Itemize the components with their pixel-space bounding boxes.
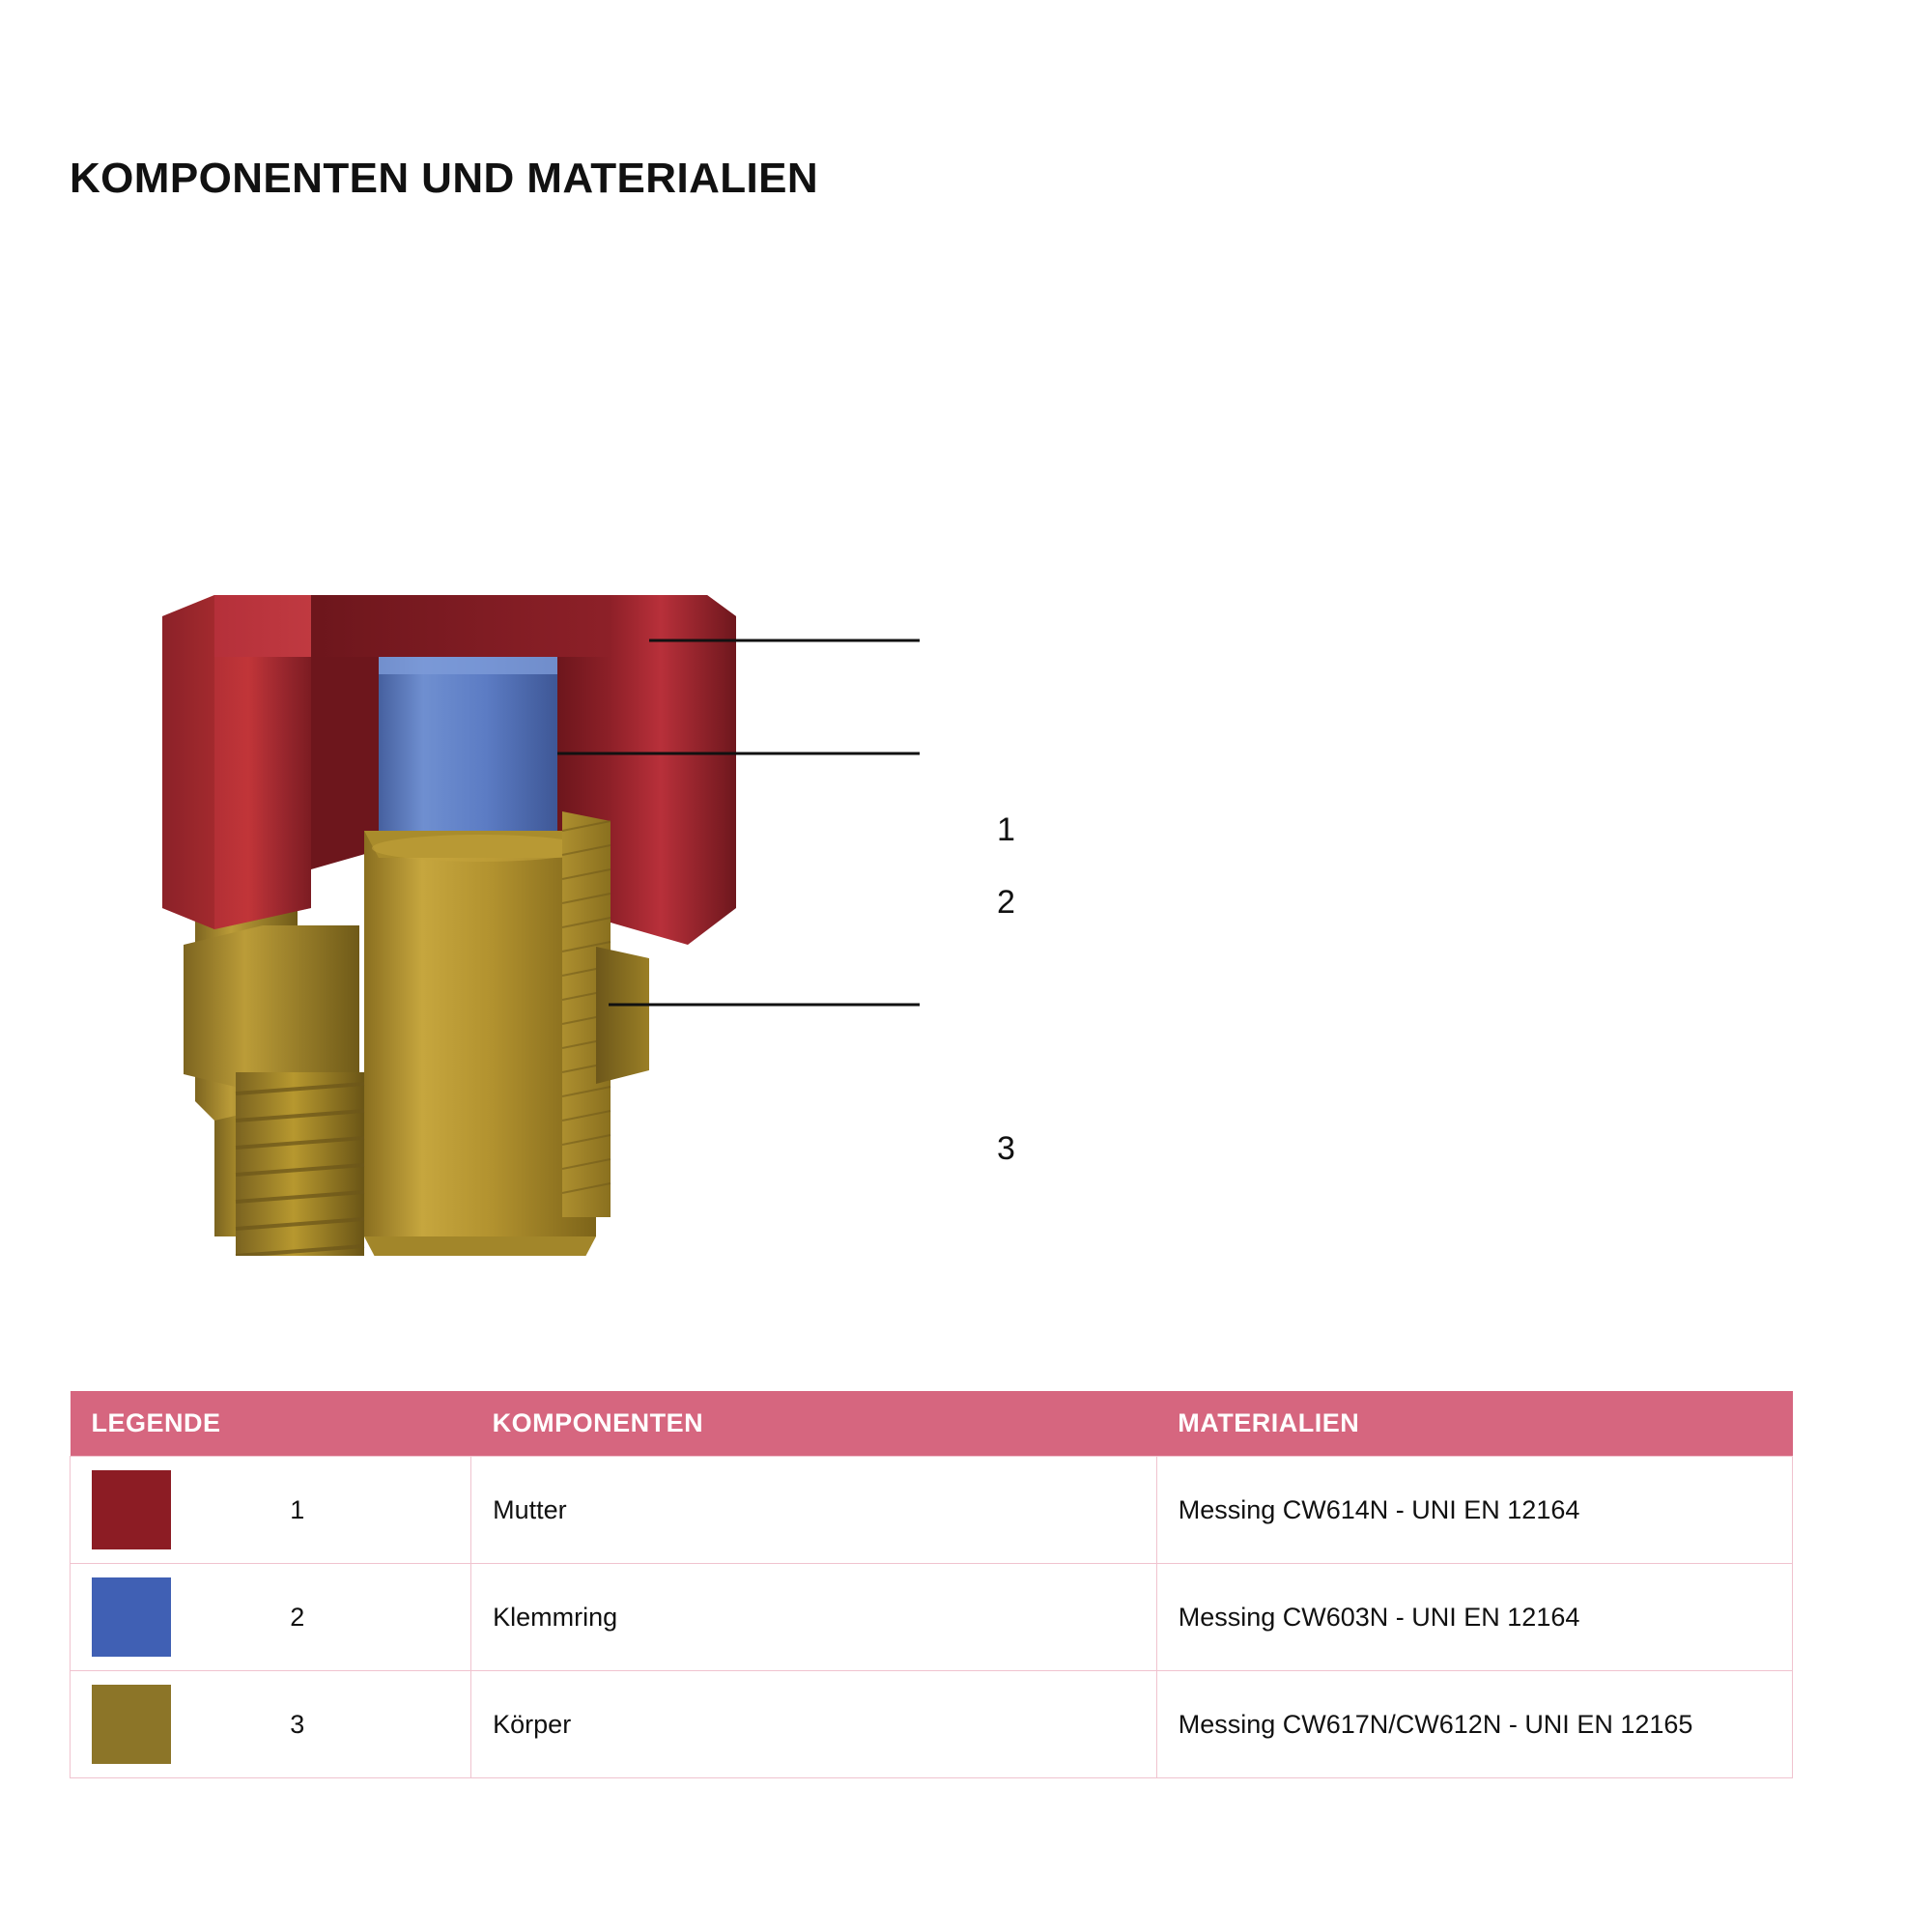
callout-label-2: 2	[997, 884, 1015, 921]
body-upper	[364, 831, 596, 1236]
table-body	[71, 1457, 1793, 1778]
table-row	[71, 1671, 1793, 1778]
callout-label-1: 1	[997, 811, 1015, 848]
components-materials-table	[70, 1391, 1793, 1778]
column-header-components: KOMPONENTEN	[471, 1391, 1157, 1457]
component-name: Mutter	[471, 1457, 1157, 1564]
material-name: Messing CW617N/CW612N - UNI EN 12165	[1156, 1671, 1792, 1778]
row-number: 2	[278, 1564, 470, 1671]
body-lower-thread	[236, 1072, 364, 1256]
legend-swatch-cell	[71, 1564, 279, 1671]
table-header	[71, 1391, 1793, 1457]
row-number: 3	[278, 1671, 470, 1778]
component-figure	[70, 367, 1132, 1256]
color-swatch-body	[92, 1685, 171, 1764]
row-number: 1	[278, 1457, 470, 1564]
body-bottom	[364, 1236, 596, 1256]
table-header-row	[71, 1391, 1793, 1457]
material-name: Messing CW614N - UNI EN 12164	[1156, 1457, 1792, 1564]
column-header-materials: MATERIALIEN	[1156, 1391, 1792, 1457]
color-swatch-compression-ring	[92, 1577, 171, 1657]
table-row	[71, 1564, 1793, 1671]
table-row	[71, 1457, 1793, 1564]
callout-label-3: 3	[997, 1130, 1015, 1167]
fitting-cutaway-illustration	[70, 367, 1132, 1256]
page-title: KOMPONENTEN UND MATERIALIEN	[70, 155, 819, 202]
legend-swatch-cell	[71, 1457, 279, 1564]
component-name: Körper	[471, 1671, 1157, 1778]
color-swatch-nut	[92, 1470, 171, 1549]
legend-swatch-cell	[71, 1671, 279, 1778]
component-name: Klemmring	[471, 1564, 1157, 1671]
material-name: Messing CW603N - UNI EN 12164	[1156, 1564, 1792, 1671]
column-header-legend: LEGENDE	[71, 1391, 471, 1457]
